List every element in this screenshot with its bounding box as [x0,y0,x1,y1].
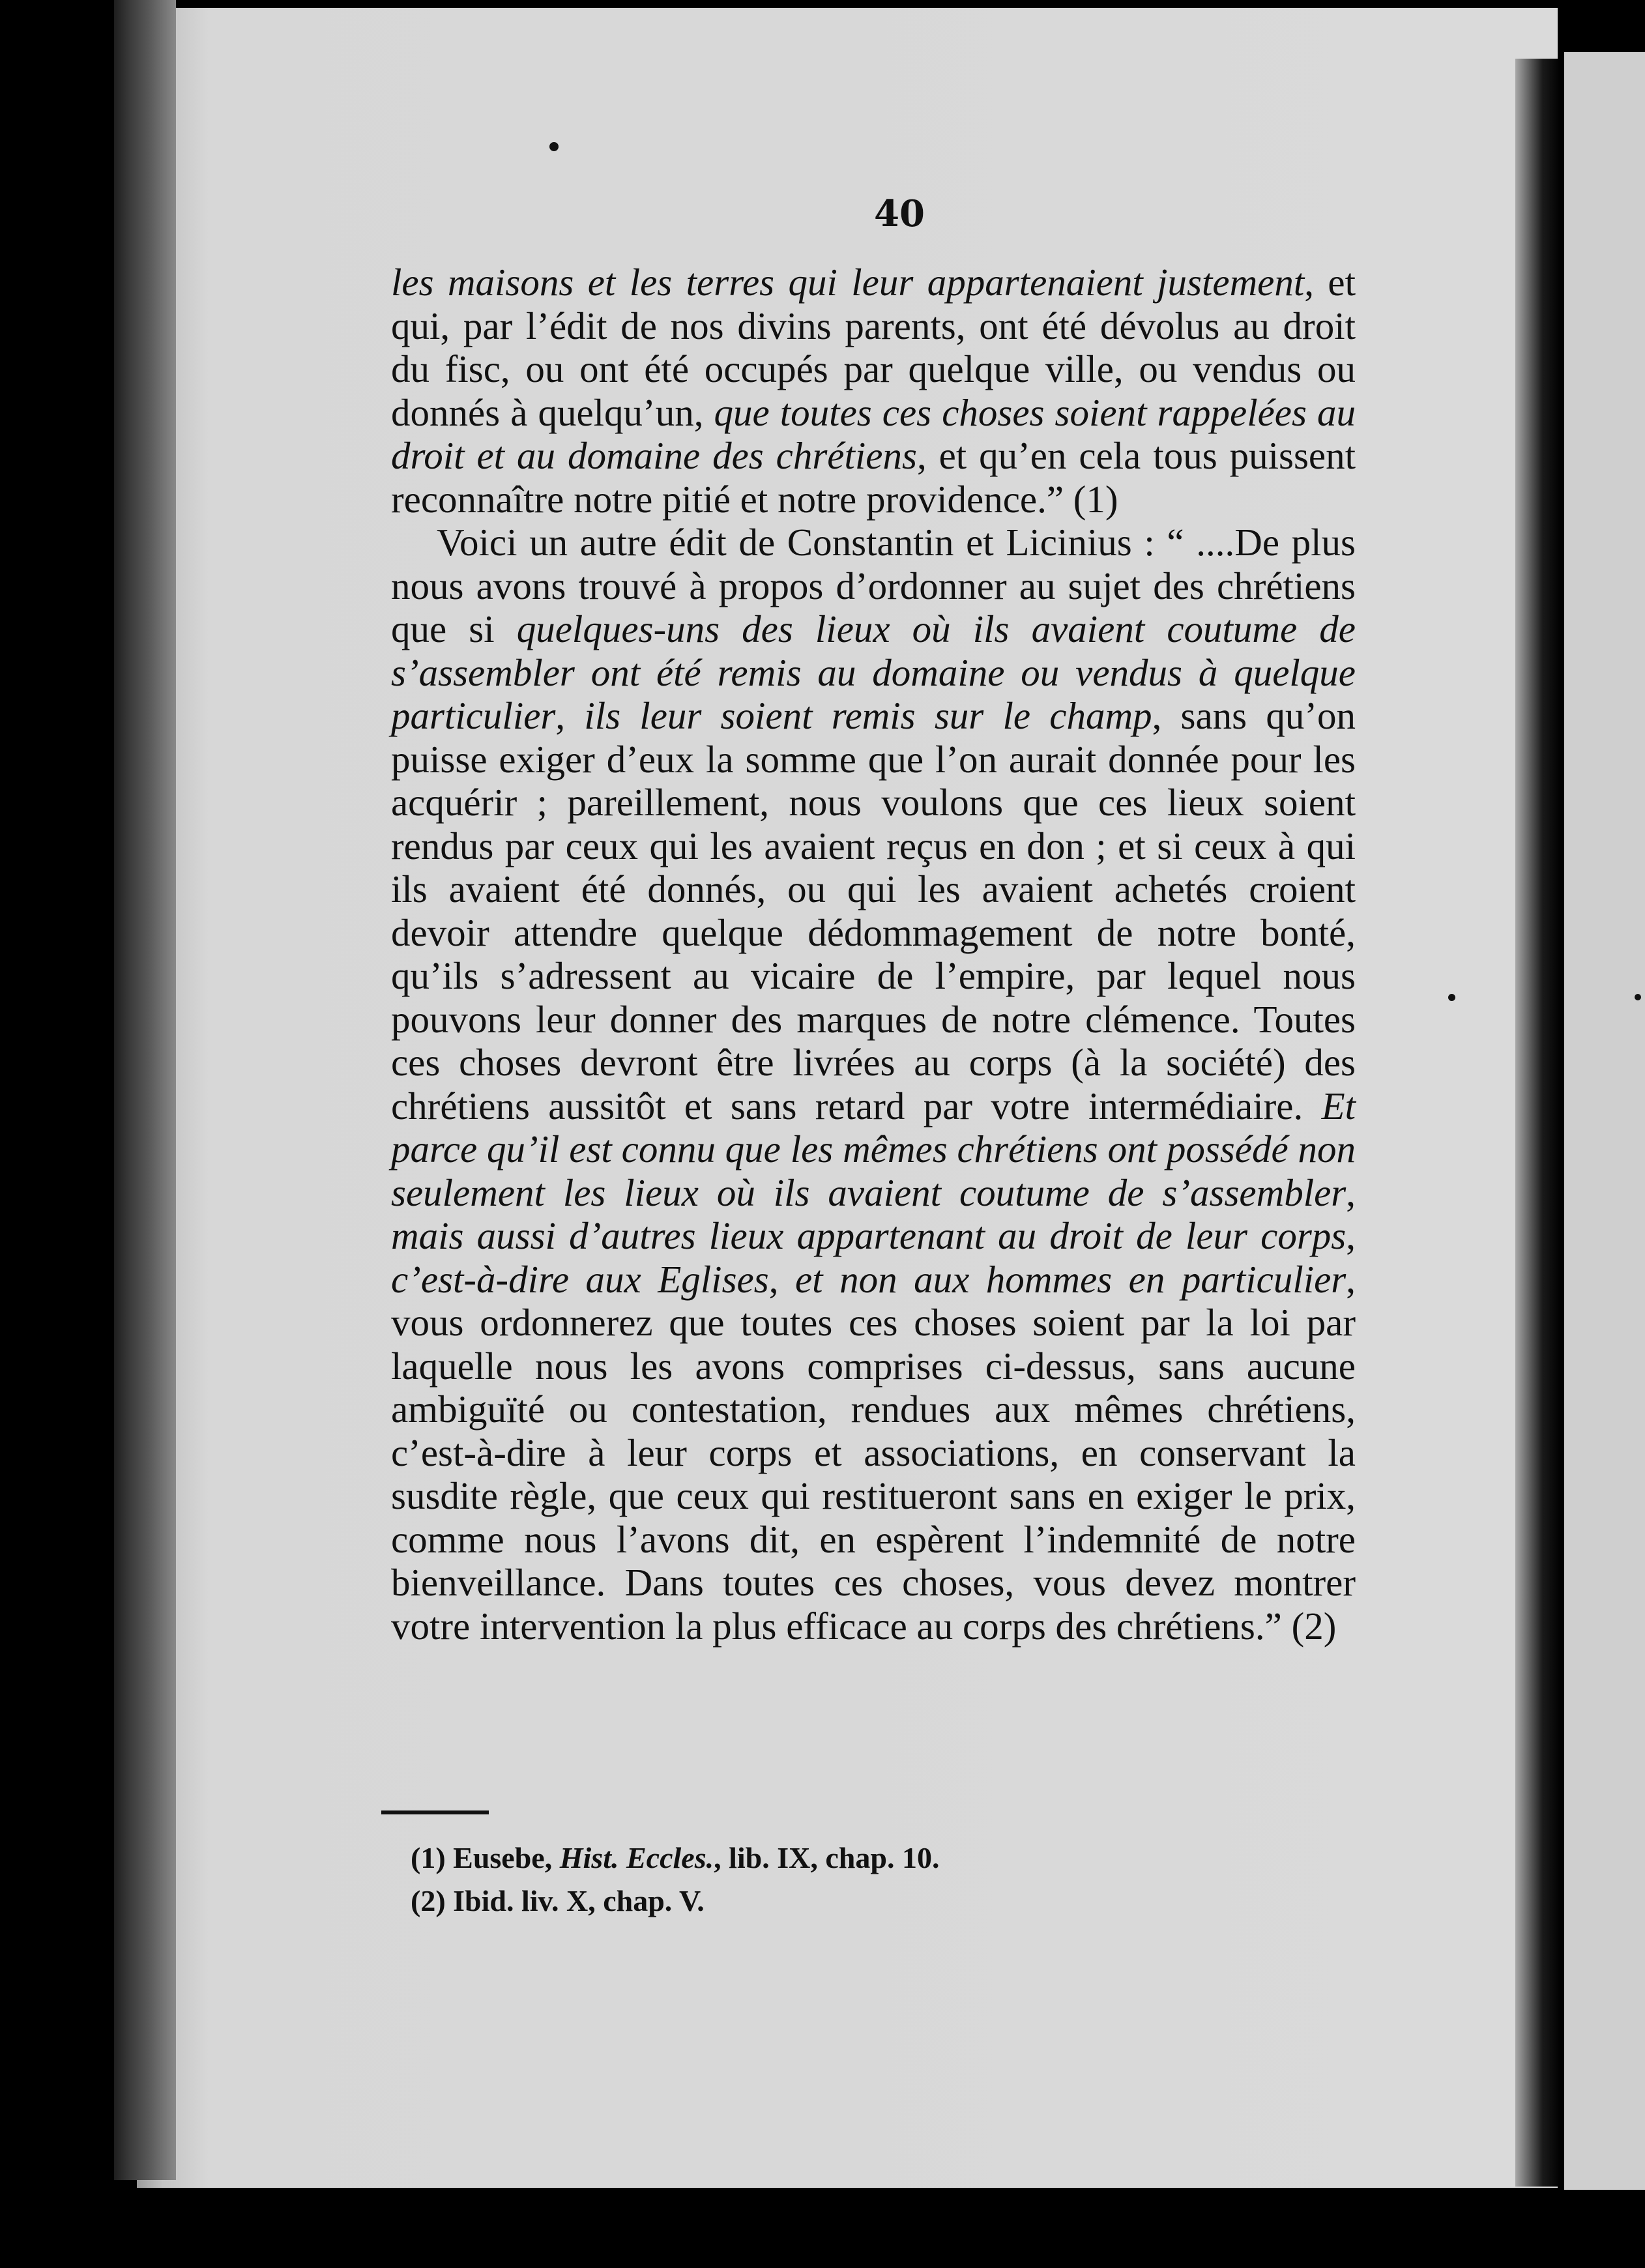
text-segment: , [1346,1170,1356,1214]
paragraph [391,521,1356,1648]
page-number: 40 [874,192,925,235]
paragraph [391,261,1356,521]
ink-speck [1448,994,1455,1001]
text-segment: , [555,694,585,737]
text-segment: , [768,1257,795,1301]
footnotes [411,1837,939,1923]
footnote-segment: (2) Ibid. liv. X, chap. V. [411,1884,705,1917]
footnote-segment: (1) Eusebe, [411,1841,560,1874]
footnote-rule [381,1810,489,1814]
text-segment: , et qu’en cela tous puissent reconnaître notre pitié et notre providence.” (1) [391,434,1356,521]
footnote [411,1837,939,1880]
footnote [411,1880,939,1923]
text-segment: , [1346,1214,1356,1257]
footnote-italic-segment: Hist. Eccles. [559,1841,714,1874]
italic-text-segment: et non aux hommes en particulier [794,1257,1347,1301]
text-segment: , et qui, par l’édit de nos divins parents, ont été dévolus au droit du fisc, ou ont été occupés par quelque ville, ou vendus ou donnés à quelqu’un, [391,261,1356,434]
body-text [391,261,1356,1648]
next-page-edge [1564,52,1645,2190]
italic-text-segment: que toutes ces choses soient rappelées au droit et au domaine des chrétiens [391,390,1356,477]
text-segment: Voici un autre édit de Constantin et Licinius : “ ....De plus nous avons trouvé à propos d’ordonner au sujet des chrétiens que si [391,521,1356,650]
ink-speck [549,142,559,151]
italic-text-segment: c’est-à-dire aux Eglises [391,1257,769,1301]
italic-text-segment: quelques-uns des lieux où ils avaient coutume de s’assembler ont été remis au domaine ou vendus à quelque particulier [391,607,1356,737]
italic-text-segment: ils leur soient remis sur le champ [584,694,1152,737]
book-spine [114,0,176,2180]
page-gutter-shadow [1515,59,1561,2187]
italic-text-segment: mais aussi d’autres lieux appartenant au droit de leur corps [391,1214,1347,1257]
footnote-segment: , lib. IX, chap. 10. [714,1841,940,1874]
text-segment: , vous ordonnerez que toutes ces choses soient par la loi par laquelle nous les avons comprises ci-dessus, sans aucune ambiguïté ou contestation, rendues aux mêmes chrétiens, c’est-à-dire à leur corps et associations, en conservant la susdite règle, que ceux qui restitueront sans en exiger le prix, comme nous l’avons dit, en espèrent l’indemnité de notre bienveillance. Dans toutes ces choses, vous devez montrer votre intervention la plus efficace au corps des chrétiens.” (2) [391,1257,1356,1648]
text-segment: , sans qu’on puisse exiger d’eux la somme que l’on aurait donnée pour les acquérir ; pareillement, nous voulons que ces lieux soient rendus par ceux qui les avaient reçus en don ; et si ceux à qui ils avaient été donnés, ou qui les avaient achetés croient devoir attendre quelque dédommagement de notre bonté, qu’ils s’adressent au vicaire de l’empire, par lequel nous pouvons leur donner des marques de notre clémence. Toutes ces choses devront être livrées au corps (à la société) des chrétiens aussitôt et sans retard par votre intermédiaire. [391,694,1356,1127]
ink-speck [1635,994,1641,1000]
italic-text-segment: Et parce qu’il est connu que les mêmes chrétiens ont possédé non seulement les lieux où ils avaient coutume de s’assembler [391,1084,1356,1214]
italic-text-segment: les maisons et les terres qui leur appartenaient justement [391,261,1305,304]
